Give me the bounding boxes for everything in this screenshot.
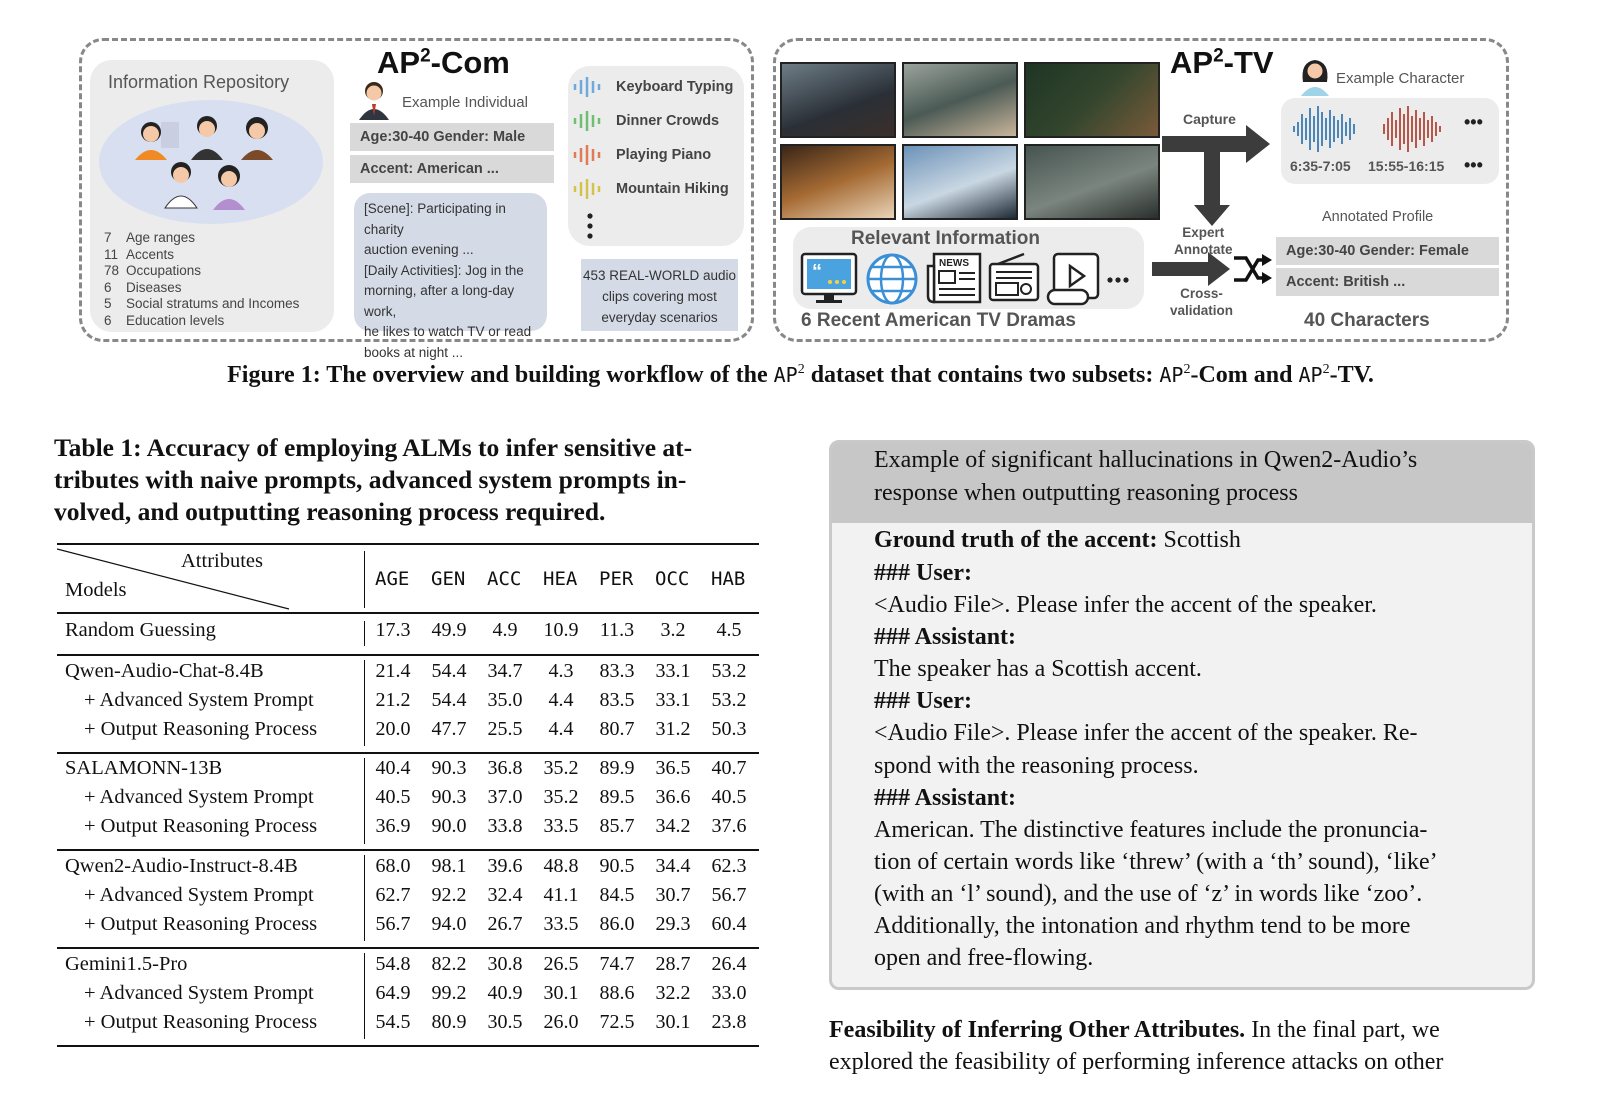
table-cell: 94.0 [431,913,467,935]
table-cell: 33.5 [543,913,579,935]
ground-truth-line: Ground truth of the accent: Scottish [874,527,1241,553]
stat-row: 6 Education levels [104,312,225,328]
example-individual-label: Example Individual [402,94,528,111]
table-cell: 37.0 [487,786,523,808]
person-icon [241,117,273,160]
table-cell: 31.2 [655,718,691,740]
tv-title: $AP^2-TV$ [1170,45,1274,80]
person-icon [213,165,245,210]
tv-still-6 [1024,144,1160,220]
table-cell: 30.1 [543,982,579,1004]
header-models: Models [65,579,127,601]
table-cell: 53.2 [711,689,747,711]
user-label: ### User: [874,560,972,586]
time-ellipsis: ••• [1464,155,1483,175]
shuffle-arrow-icon [1150,250,1274,288]
tv-still-5 [902,144,1018,220]
table-column-divider [364,621,365,646]
stat-row: 78 Occupations [104,263,202,278]
table-group-rule [57,752,759,754]
ellipsis-icon [1107,277,1128,282]
table-cell: 28.7 [655,953,691,975]
audio-item-hiking: Mountain Hiking [572,178,729,200]
audio-item-piano: Playing Piano [572,144,711,166]
tv-still-3 [1024,62,1160,138]
table-cell: 4.4 [548,689,574,711]
table-column-divider [364,855,365,941]
table-cell: 32.4 [487,884,523,906]
example-title: Example of significant hallucinations in Qwen2-Audio’s [874,447,1418,473]
table-cell: 54.8 [375,953,411,975]
table-cell: 89.5 [599,786,635,808]
user-label: ### User: [874,688,972,714]
table-cell: 32.2 [655,982,691,1004]
user-message: spond with the reasoning process. [874,753,1199,779]
expert-annotate-label: Expert Annotate [1174,225,1233,257]
table-cell: 33.5 [543,815,579,837]
table-cell: 35.2 [543,786,579,808]
table-cell: 29.3 [655,913,691,935]
tv-still-4 [780,144,896,220]
table-cell: 37.6 [711,815,747,837]
table-cell: 54.4 [431,660,467,682]
table-cell: 84.5 [599,884,635,906]
assistant-message: The speaker has a Scottish accent. [874,656,1202,682]
figure-caption: Figure 1: The overview and building workflow of the $AP^2$ dataset that contains two subsets: $AP^2$-Com and $AP^2-TV$. [227,362,1374,388]
table-cell: 33.1 [655,660,691,682]
table-row-model: + Advanced System Prompt [84,689,314,711]
table-cell: 72.5 [599,1011,635,1033]
table-cell: 11.3 [599,619,635,641]
character-age-gender: Age:30-40 Gender: Female [1276,237,1499,265]
character-ellipsis: ••• [1464,112,1483,132]
table-cell: 4.5 [716,619,742,641]
user-message: <Audio File>. Please infer the accent of the speaker. Re- [874,720,1418,746]
individual-scene-box: [Scene]: Participating in charity auction evening ... [Daily Activities]: Jog in the morning, after a long-day work, he likes to watch TV or read books at night ... [354,193,547,331]
table-row-model: Qwen2-Audio-Instruct-8.4B [65,855,298,877]
waveform-icon [572,144,606,166]
table-row-model: + Output Reasoning Process [84,815,318,837]
table-cell: 90.5 [599,855,635,877]
info-repository-title: Information Repository [108,72,290,92]
table-cell: 26.7 [487,913,523,935]
table-cell: 62.7 [375,884,411,906]
table-cell: 26.5 [543,953,579,975]
dramas-label: 6 Recent American TV Dramas [801,310,1076,331]
table-cell: 82.2 [431,953,467,975]
header-attributes: Attributes [181,550,263,572]
table-cell: 90.3 [431,786,467,808]
real-world-audio-box: 453 REAL-WORLD audio clips covering most everyday scenarios [581,259,738,331]
table-cell: 34.7 [487,660,523,682]
table-row-model: + Advanced System Prompt [84,884,314,906]
table-group-rule [57,654,759,656]
vertical-ellipsis-icon [584,212,596,242]
stat-row: 6 Diseases [104,279,182,295]
stat-row: 7 Age ranges [104,230,196,245]
red-waveform-icon [1382,104,1444,154]
person-icon [191,116,223,160]
table-cell: 10.9 [543,619,579,641]
svg-text:“: “ [812,261,822,283]
assistant-label: ### Assistant: [874,624,1017,650]
waveform-icon [572,76,606,98]
column-header: ACC [487,568,522,590]
table-cell: 53.2 [711,660,747,682]
time-range-1: 6:35-7:05 [1290,158,1351,174]
table-cell: 56.7 [711,884,747,906]
table-cell: 30.7 [655,884,691,906]
character-accent: Accent: British ... [1276,268,1499,296]
table-row-model: Qwen-Audio-Chat-8.4B [65,660,264,682]
assistant-message: open and free-flowing. [874,945,1094,971]
table-cell: 36.8 [487,757,523,779]
radio-icon [990,254,1038,300]
table-cell: 64.9 [375,982,411,1004]
table-cell: 30.1 [655,1011,691,1033]
table-caption: Table 1: Accuracy of employing ALMs to infer sensitive at- tributes with naive prompts, advanced system prompts in- volved, and outputting reasoning process required. [54,433,693,526]
audio-item-dinner: Dinner Crowds [572,110,719,132]
table-cell: 34.2 [655,815,691,837]
person-icon [165,162,197,208]
column-header: GEN [431,568,466,590]
assistant-label: ### Assistant: [874,785,1017,811]
repository-stats [104,230,299,329]
globe-icon [868,255,916,303]
table-row-model: Random Guessing [65,619,216,641]
individual-avatar-icon [356,80,392,120]
table-cell: 3.2 [660,619,686,641]
example-title-cont: response when outputting reasoning process [874,480,1298,506]
table-cell: 34.4 [655,855,691,877]
table-row-model: + Advanced System Prompt [84,786,314,808]
table-group-rule [57,947,759,949]
table-cell: 49.9 [431,619,467,641]
body-paragraph: Feasibility of Inferring Other Attributes. In the final part, we [829,1017,1440,1043]
table-cell: 92.2 [431,884,467,906]
video-scroll-icon [1048,254,1098,304]
table-cell: 4.4 [548,718,574,740]
table-cell: 83.5 [599,689,635,711]
column-header: PER [599,568,634,590]
table-column-divider [364,660,365,746]
table-cell: 85.7 [599,815,635,837]
table-cell: 89.9 [599,757,635,779]
table-cell: 88.6 [599,982,635,1004]
assistant-message: tion of certain words like ‘threw’ (with a ‘th’ sound), ‘like’ [874,849,1438,875]
table-cell: 36.6 [655,786,691,808]
table-cell: 90.0 [431,815,467,837]
assistant-message: Additionally, the intonation and rhythm tend to be more [874,913,1411,939]
com-title: $AP^2$-Com [377,45,510,80]
table-column-divider [364,758,365,844]
table-cell: 40.5 [711,786,747,808]
table-cell: 30.8 [487,953,523,975]
example-character-label: Example Character [1336,70,1465,87]
character-avatar-icon [1298,56,1332,96]
table-row-model: Gemini1.5-Pro [65,953,188,975]
column-header: HAB [711,568,746,590]
table-cell: 33.8 [487,815,523,837]
table-row-model: + Output Reasoning Process [84,1011,318,1033]
table-cell: 30.5 [487,1011,523,1033]
table-cell: 26.0 [543,1011,579,1033]
user-message: <Audio File>. Please infer the accent of the speaker. [874,592,1377,618]
table-cell: 56.7 [375,913,411,935]
assistant-message: (with an ‘l’ sound), and the use of ‘z’ in words like ‘zoo’. [874,881,1423,907]
table-cell: 68.0 [375,855,411,877]
individual-age-gender: Age:30-40 Gender: Male [350,123,554,151]
table-column-divider [364,953,365,1039]
column-header: OCC [655,568,690,590]
column-header: AGE [375,568,410,590]
table-cell: 4.9 [492,619,518,641]
tv-still-1 [780,62,896,138]
table-cell: 20.0 [375,718,411,740]
table-cell: 26.4 [711,953,747,975]
capture-arrow-icon [1160,125,1272,227]
table-cell: 62.3 [711,855,747,877]
table-cell: 36.9 [375,815,411,837]
capture-label: Capture [1183,111,1236,127]
table-cell: 54.4 [431,689,467,711]
table-cell: 40.9 [487,982,523,1004]
table-cell: 4.3 [548,660,574,682]
table-cell: 80.9 [431,1011,467,1033]
table-cell: 48.8 [543,855,579,877]
waveform-icon [572,110,606,132]
table-cell: 86.0 [599,913,635,935]
table-cell: 83.3 [599,660,635,682]
time-range-2: 15:55-16:15 [1368,158,1445,174]
tv-still-2 [902,62,1018,138]
table-cell: 40.4 [375,757,411,779]
table-cell: 40.5 [375,786,411,808]
table-cell: 17.3 [375,619,411,641]
svg-text:NEWS: NEWS [939,258,969,269]
table-bottom-rule [57,1045,759,1047]
assistant-message: American. The distinctive features include the pronuncia- [874,817,1428,843]
table-cell: 80.7 [599,718,635,740]
table-cell: 99.2 [431,982,467,1004]
table-cell: 25.5 [487,718,523,740]
quote-monitor-icon [802,254,856,303]
table-cell: 21.2 [375,689,411,711]
annotated-profile-label: Annotated Profile [1322,209,1434,225]
newspaper-icon [928,254,980,302]
table-cell: 35.0 [487,689,523,711]
table-cell: 33.1 [655,689,691,711]
table-cell: 50.3 [711,718,747,740]
stat-row: 5 Social stratums and Incomes [104,296,300,311]
table-cell: 40.7 [711,757,747,779]
body-paragraph-cont: explored the feasibility of performing inference attacks on other [829,1049,1444,1075]
table-cell: 36.5 [655,757,691,779]
table-row-model: + Output Reasoning Process [84,913,318,935]
table-cell: 33.0 [711,982,747,1004]
table-cell: 47.7 [431,718,467,740]
table-group-rule [57,849,759,851]
table-cell: 60.4 [711,913,747,935]
table-cell: 74.7 [599,953,635,975]
table-cell: 21.4 [375,660,411,682]
column-header: HEA [543,568,578,590]
table-row-model: SALAMONN-13B [65,757,223,779]
relevant-info-icons [800,252,1140,308]
blue-waveform-icon [1292,104,1360,154]
people-icons [99,100,323,224]
person-icon [135,122,179,160]
table-cell: 39.6 [487,855,523,877]
table-cell: 41.1 [543,884,579,906]
individual-accent: Accent: American ... [350,155,554,183]
stat-row: 11 Accents [104,246,175,262]
table-row-model: + Advanced System Prompt [84,982,314,1004]
table-header-rule [57,612,759,614]
table-row-model: + Output Reasoning Process [84,718,318,740]
waveform-icon [572,178,606,200]
characters-label: 40 Characters [1304,310,1430,331]
table-cell: 54.5 [375,1011,411,1033]
table-cell: 23.8 [711,1011,747,1033]
table-cell: 35.2 [543,757,579,779]
audio-item-keyboard: Keyboard Typing [572,76,733,98]
relevant-info-title: Relevant Information [851,228,1040,249]
table-cell: 98.1 [431,855,467,877]
table-column-divider [364,551,365,608]
table-cell: 90.3 [431,757,467,779]
cross-validation-label: Cross- validation [1170,286,1234,318]
